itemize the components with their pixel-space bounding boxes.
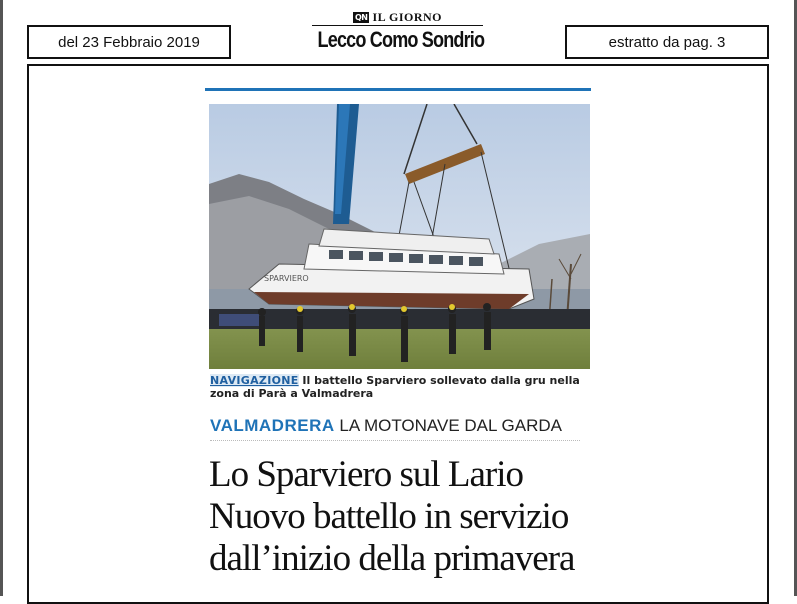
boat-name-text: SPARVIERO (264, 274, 309, 283)
masthead (300, 10, 495, 53)
caption-tag: NAVIGAZIONE (210, 374, 299, 387)
edition-title: Lecco Como Sondrio (317, 27, 485, 52)
article-headline (209, 454, 629, 580)
kicker-divider (210, 440, 580, 442)
viewer-left-edge (0, 0, 3, 596)
publication-date: del 23 Febbraio 2019 (58, 33, 200, 51)
kicker-place: VALMADRERA (210, 416, 335, 435)
newspaper-logo (300, 10, 495, 24)
article-photo (209, 104, 590, 369)
caption-text: Il battello Sparviero sollevato dalla gru nella zona di Parà a Valmadrera (210, 374, 580, 400)
photo-caption (210, 374, 590, 400)
headline-line-3: dall’inizio della primavera (209, 538, 575, 579)
headline-line-2: Nuovo battello in servizio (209, 496, 569, 537)
kicker-subtitle: LA MOTONAVE DAL GARDA (339, 416, 562, 435)
article-kicker (210, 416, 610, 436)
article-top-rule (205, 88, 591, 91)
headline-line-1: Lo Sparviero sul Lario (209, 454, 523, 495)
date-box (27, 25, 231, 59)
qn-logo-mark: QN (354, 12, 368, 22)
masthead-rule (312, 25, 483, 26)
boat-crane-photo (209, 104, 590, 369)
page-extract-box (565, 25, 769, 59)
page-extract-label: estratto da pag. 3 (608, 33, 726, 51)
paper-name: IL GIORNO (372, 9, 442, 24)
